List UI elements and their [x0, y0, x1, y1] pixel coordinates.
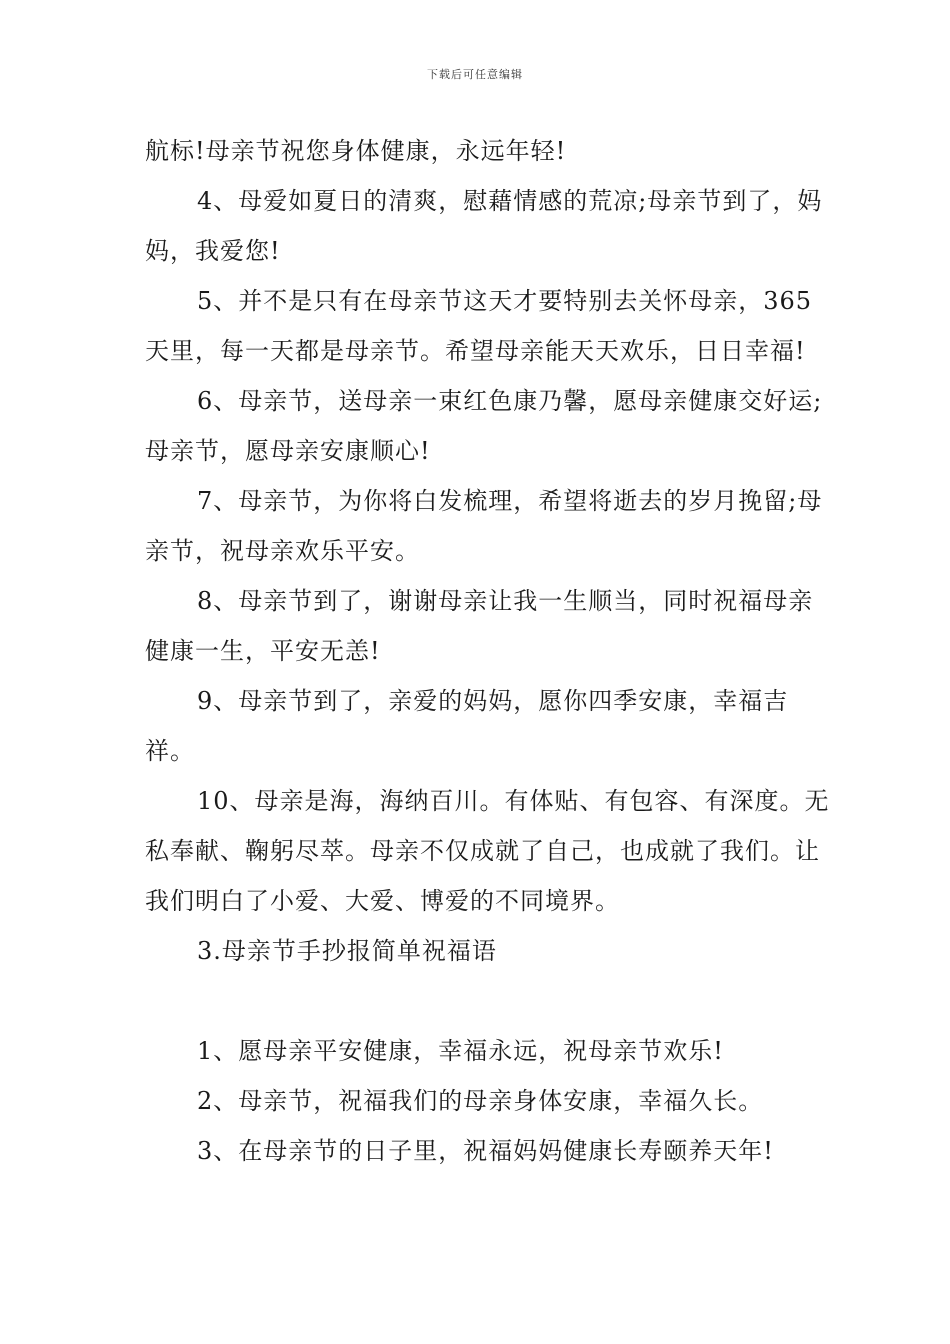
section-heading: 3.母亲节手抄报简单祝福语 — [197, 937, 497, 965]
section-list-item-2: 2、母亲节，祝福我们的母亲身体安康，幸福久长。 — [197, 1087, 764, 1115]
page-header: 下载后可任意编辑 — [427, 68, 523, 81]
list-item-6: 6、母亲节，送母亲一束红色康乃馨，愿母亲健康交好运;母亲节，愿母亲安康顺心! — [145, 387, 823, 465]
list-item-4: 4、母爱如夏日的清爽，慰藉情感的荒凉;母亲节到了，妈妈，我爱您! — [145, 187, 823, 265]
paragraph-continuation: 航标!母亲节祝您身体健康，永远年轻! — [145, 137, 567, 165]
list-item-10: 10、母亲是海，海纳百川。有体贴、有包容、有深度。无私奉献、鞠躬尽萃。母亲不仅成就了自己，也成就了我们。让我们明白了小爱、大爱、博爱的不同境界。 — [145, 787, 830, 915]
document-body — [145, 126, 835, 1176]
section-list-item-1: 1、愿母亲平安健康，幸福永远，祝母亲节欢乐! — [197, 1037, 724, 1065]
list-item-7: 7、母亲节，为你将白发梳理，希望将逝去的岁月挽留;母亲节，祝母亲欢乐平安。 — [145, 487, 823, 565]
list-item-9: 9、母亲节到了，亲爱的妈妈，愿你四季安康，幸福吉祥。 — [145, 687, 789, 765]
list-item-8: 8、母亲节到了，谢谢母亲让我一生顺当，同时祝福母亲健康一生，平安无恙! — [145, 587, 814, 665]
section-spacer — [145, 976, 835, 1026]
section-list-item-3: 3、在母亲节的日子里，祝福妈妈健康长寿颐养天年! — [197, 1137, 774, 1165]
list-item-5: 5、并不是只有在母亲节这天才要特别去关怀母亲，365天里，每一天都是母亲节。希望母亲能天天欢乐，日日幸福! — [145, 287, 813, 365]
